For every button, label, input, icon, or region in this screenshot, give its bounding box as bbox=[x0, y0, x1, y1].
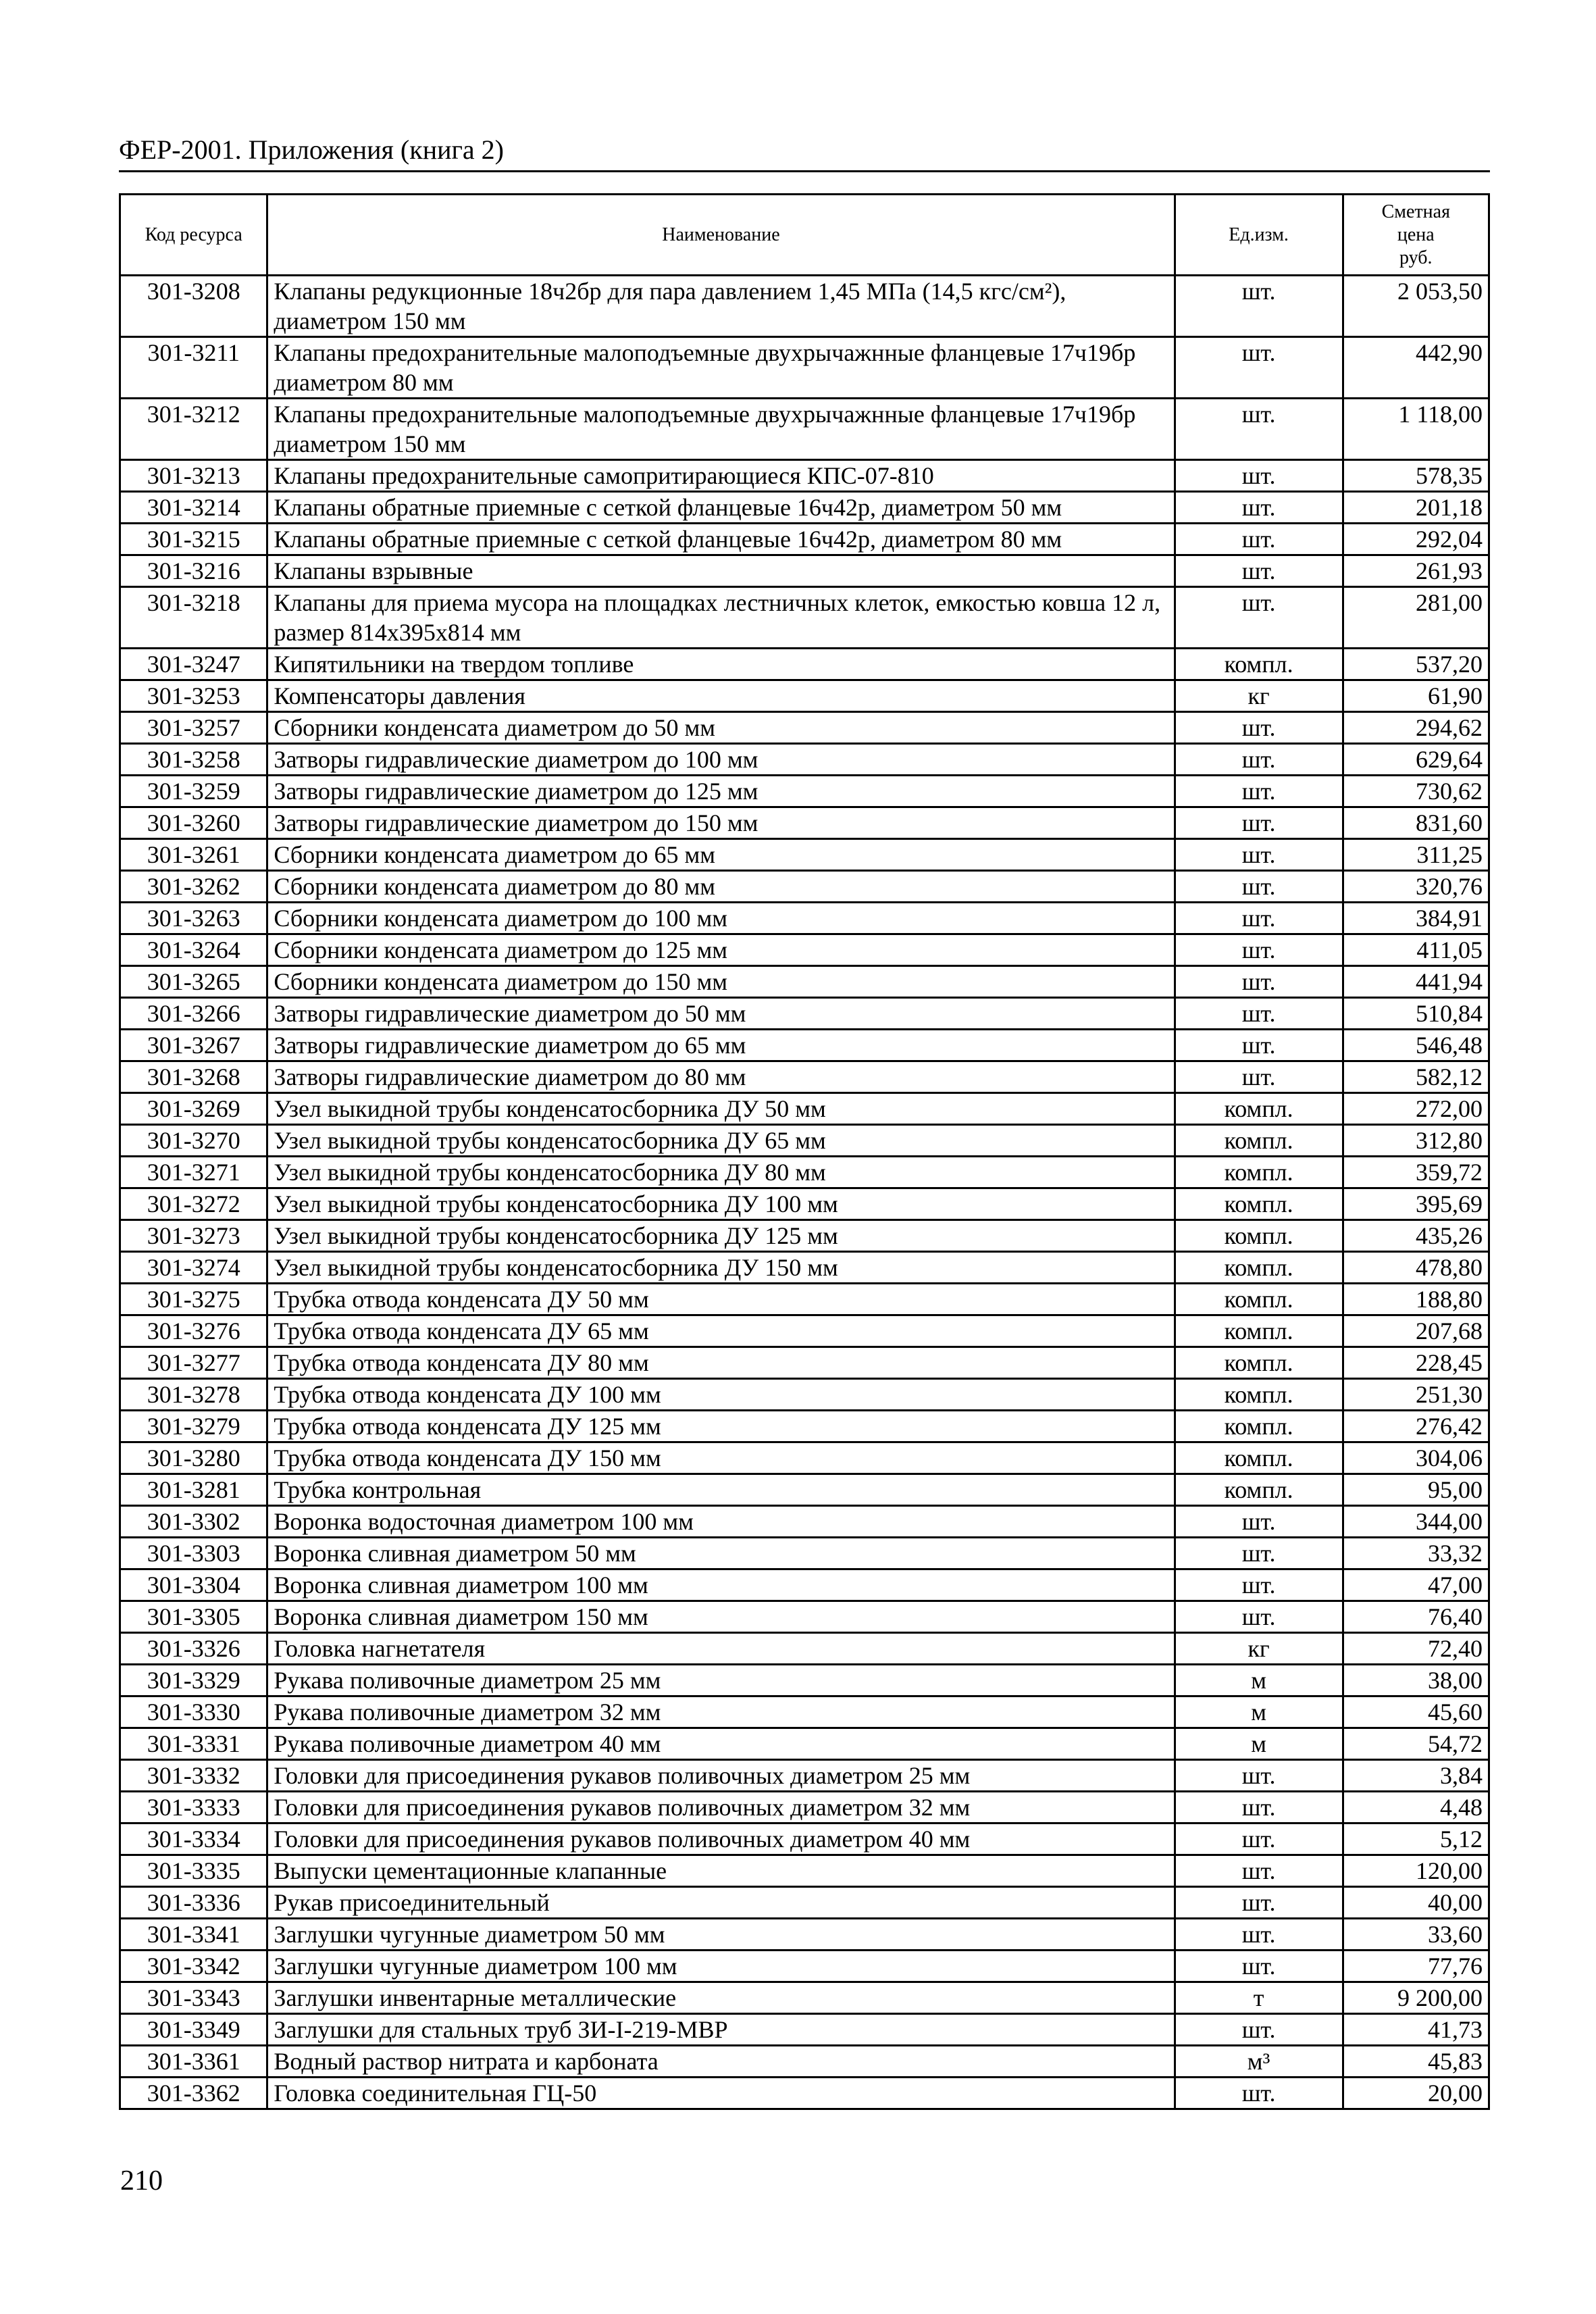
row-price: 384,91 bbox=[1343, 903, 1489, 934]
header-price-line1: Сметная bbox=[1381, 201, 1450, 222]
row-name: Выпуски цементационные клапанные bbox=[267, 1855, 1175, 1887]
table-row bbox=[120, 1411, 1489, 1442]
table-row bbox=[120, 2014, 1489, 2046]
row-unit: шт. bbox=[1175, 1792, 1343, 1823]
table-row bbox=[120, 1061, 1489, 1093]
row-unit: шт. bbox=[1175, 1538, 1343, 1569]
row-name: Затворы гидравлические диаметром до 125 мм bbox=[267, 776, 1175, 807]
row-price: 1 118,00 bbox=[1343, 399, 1489, 460]
row-price: 312,80 bbox=[1343, 1125, 1489, 1157]
row-code: 301-3262 bbox=[120, 871, 267, 903]
row-code: 301-3334 bbox=[120, 1823, 267, 1855]
row-code: 301-3270 bbox=[120, 1125, 267, 1157]
row-unit: компл. bbox=[1175, 1379, 1343, 1411]
table-row bbox=[120, 1220, 1489, 1252]
row-price: 61,90 bbox=[1343, 680, 1489, 712]
row-price: 251,30 bbox=[1343, 1379, 1489, 1411]
row-unit: шт. bbox=[1175, 492, 1343, 524]
row-code: 301-3212 bbox=[120, 399, 267, 460]
row-unit: шт. bbox=[1175, 2078, 1343, 2109]
row-code: 301-3269 bbox=[120, 1093, 267, 1125]
table-row bbox=[120, 1030, 1489, 1061]
row-unit: шт. bbox=[1175, 934, 1343, 966]
row-code: 301-3268 bbox=[120, 1061, 267, 1093]
row-name: Затворы гидравлические диаметром до 50 мм bbox=[267, 998, 1175, 1030]
row-name: Компенсаторы давления bbox=[267, 680, 1175, 712]
row-name: Воронка сливная диаметром 100 мм bbox=[267, 1569, 1175, 1601]
row-price: 72,40 bbox=[1343, 1633, 1489, 1665]
row-unit: шт. bbox=[1175, 1030, 1343, 1061]
row-price: 201,18 bbox=[1343, 492, 1489, 524]
row-unit: шт. bbox=[1175, 1569, 1343, 1601]
row-name: Сборники конденсата диаметром до 65 мм bbox=[267, 839, 1175, 871]
header-unit: Ед.изм. bbox=[1175, 195, 1343, 276]
row-name: Трубка отвода конденсата ДУ 80 мм bbox=[267, 1347, 1175, 1379]
table-row bbox=[120, 1379, 1489, 1411]
row-unit: шт. bbox=[1175, 1919, 1343, 1951]
row-unit: компл. bbox=[1175, 1125, 1343, 1157]
row-price: 33,60 bbox=[1343, 1919, 1489, 1951]
row-unit: шт. bbox=[1175, 871, 1343, 903]
table-row bbox=[120, 337, 1489, 399]
row-code: 301-3349 bbox=[120, 2014, 267, 2046]
row-name: Рукава поливочные диаметром 32 мм bbox=[267, 1696, 1175, 1728]
row-unit: компл. bbox=[1175, 1284, 1343, 1315]
row-code: 301-3361 bbox=[120, 2046, 267, 2078]
row-code: 301-3335 bbox=[120, 1855, 267, 1887]
row-code: 301-3253 bbox=[120, 680, 267, 712]
table-row bbox=[120, 1633, 1489, 1665]
row-name: Головки для присоединения рукавов поливочных диаметром 40 мм bbox=[267, 1823, 1175, 1855]
row-price: 311,25 bbox=[1343, 839, 1489, 871]
table-row bbox=[120, 1792, 1489, 1823]
row-name: Заглушки инвентарные металлические bbox=[267, 1982, 1175, 2014]
row-price: 344,00 bbox=[1343, 1506, 1489, 1538]
row-name: Рукава поливочные диаметром 40 мм bbox=[267, 1728, 1175, 1760]
row-price: 510,84 bbox=[1343, 998, 1489, 1030]
row-unit: шт. bbox=[1175, 1951, 1343, 1982]
row-code: 301-3208 bbox=[120, 276, 267, 337]
row-unit: компл. bbox=[1175, 1188, 1343, 1220]
table-row bbox=[120, 1728, 1489, 1760]
header-name: Наименование bbox=[267, 195, 1175, 276]
row-name: Узел выкидной трубы конденсатосборника ДУ 100 мм bbox=[267, 1188, 1175, 1220]
row-name: Клапаны обратные приемные с сеткой фланцевые 16ч42р, диаметром 80 мм bbox=[267, 524, 1175, 555]
table-row bbox=[120, 1157, 1489, 1188]
row-code: 301-3330 bbox=[120, 1696, 267, 1728]
row-price: 359,72 bbox=[1343, 1157, 1489, 1188]
row-price: 228,45 bbox=[1343, 1347, 1489, 1379]
row-unit: шт. bbox=[1175, 839, 1343, 871]
table-row bbox=[120, 1601, 1489, 1633]
row-name: Клапаны предохранительные самопритирающиеся КПС-07-810 bbox=[267, 460, 1175, 492]
row-code: 301-3259 bbox=[120, 776, 267, 807]
row-price: 582,12 bbox=[1343, 1061, 1489, 1093]
table-row bbox=[120, 712, 1489, 744]
row-code: 301-3279 bbox=[120, 1411, 267, 1442]
row-name: Трубка отвода конденсата ДУ 150 мм bbox=[267, 1442, 1175, 1474]
table-row bbox=[120, 399, 1489, 460]
row-unit: компл. bbox=[1175, 1157, 1343, 1188]
table-row bbox=[120, 1982, 1489, 2014]
row-code: 301-3329 bbox=[120, 1665, 267, 1696]
row-name: Заглушки чугунные диаметром 50 мм bbox=[267, 1919, 1175, 1951]
price-table bbox=[119, 193, 1490, 2110]
row-unit: шт. bbox=[1175, 1601, 1343, 1633]
row-price: 629,64 bbox=[1343, 744, 1489, 776]
row-name: Клапаны предохранительные малоподъемные двухрычажнные фланцевые 17ч19бр диаметром 150 мм bbox=[267, 399, 1175, 460]
row-price: 5,12 bbox=[1343, 1823, 1489, 1855]
row-code: 301-3267 bbox=[120, 1030, 267, 1061]
row-name: Клапаны редукционные 18ч2бр для пара давлением 1,45 МПа (14,5 кгс/см²), диаметром 150 мм bbox=[267, 276, 1175, 337]
table-row bbox=[120, 524, 1489, 555]
row-price: 276,42 bbox=[1343, 1411, 1489, 1442]
row-code: 301-3265 bbox=[120, 966, 267, 998]
row-price: 33,32 bbox=[1343, 1538, 1489, 1569]
row-name: Трубка отвода конденсата ДУ 65 мм bbox=[267, 1315, 1175, 1347]
row-code: 301-3214 bbox=[120, 492, 267, 524]
row-price: 40,00 bbox=[1343, 1887, 1489, 1919]
row-price: 261,93 bbox=[1343, 555, 1489, 587]
table-row bbox=[120, 1823, 1489, 1855]
row-unit: шт. bbox=[1175, 998, 1343, 1030]
row-code: 301-3273 bbox=[120, 1220, 267, 1252]
row-price: 435,26 bbox=[1343, 1220, 1489, 1252]
table-row bbox=[120, 1093, 1489, 1125]
row-name: Затворы гидравлические диаметром до 100 мм bbox=[267, 744, 1175, 776]
row-unit: шт. bbox=[1175, 1855, 1343, 1887]
row-name: Узел выкидной трубы конденсатосборника ДУ 65 мм bbox=[267, 1125, 1175, 1157]
table-row bbox=[120, 903, 1489, 934]
row-unit: шт. bbox=[1175, 524, 1343, 555]
row-code: 301-3247 bbox=[120, 649, 267, 680]
row-name: Головки для присоединения рукавов поливочных диаметром 25 мм bbox=[267, 1760, 1175, 1792]
table-row bbox=[120, 1474, 1489, 1506]
row-name: Заглушки для стальных труб ЗИ-I-219-МВР bbox=[267, 2014, 1175, 2046]
row-code: 301-3341 bbox=[120, 1919, 267, 1951]
row-code: 301-3257 bbox=[120, 712, 267, 744]
row-name: Головки для присоединения рукавов поливочных диаметром 32 мм bbox=[267, 1792, 1175, 1823]
row-code: 301-3211 bbox=[120, 337, 267, 399]
row-unit: компл. bbox=[1175, 649, 1343, 680]
row-name: Трубка контрольная bbox=[267, 1474, 1175, 1506]
row-code: 301-3278 bbox=[120, 1379, 267, 1411]
row-code: 301-3305 bbox=[120, 1601, 267, 1633]
table-row bbox=[120, 1951, 1489, 1982]
table-row bbox=[120, 1252, 1489, 1284]
row-code: 301-3326 bbox=[120, 1633, 267, 1665]
row-code: 301-3343 bbox=[120, 1982, 267, 2014]
row-unit: шт. bbox=[1175, 776, 1343, 807]
row-name: Сборники конденсата диаметром до 150 мм bbox=[267, 966, 1175, 998]
row-name: Узел выкидной трубы конденсатосборника ДУ 150 мм bbox=[267, 1252, 1175, 1284]
row-unit: шт. bbox=[1175, 966, 1343, 998]
row-price: 411,05 bbox=[1343, 934, 1489, 966]
row-name: Клапаны обратные приемные с сеткой фланцевые 16ч42р, диаметром 50 мм bbox=[267, 492, 1175, 524]
row-code: 301-3272 bbox=[120, 1188, 267, 1220]
table-row bbox=[120, 649, 1489, 680]
row-price: 441,94 bbox=[1343, 966, 1489, 998]
row-name: Сборники конденсата диаметром до 125 мм bbox=[267, 934, 1175, 966]
row-name: Рукав присоединительный bbox=[267, 1887, 1175, 1919]
table-row bbox=[120, 680, 1489, 712]
table-row bbox=[120, 871, 1489, 903]
table-row bbox=[120, 934, 1489, 966]
table-row bbox=[120, 276, 1489, 337]
row-code: 301-3342 bbox=[120, 1951, 267, 1982]
row-unit: шт. bbox=[1175, 1061, 1343, 1093]
row-price: 478,80 bbox=[1343, 1252, 1489, 1284]
row-unit: компл. bbox=[1175, 1315, 1343, 1347]
row-code: 301-3260 bbox=[120, 807, 267, 839]
row-name: Сборники конденсата диаметром до 50 мм bbox=[267, 712, 1175, 744]
row-code: 301-3274 bbox=[120, 1252, 267, 1284]
table-row bbox=[120, 1347, 1489, 1379]
row-unit: шт. bbox=[1175, 1887, 1343, 1919]
row-name: Трубка отвода конденсата ДУ 100 мм bbox=[267, 1379, 1175, 1411]
row-code: 301-3275 bbox=[120, 1284, 267, 1315]
row-code: 301-3216 bbox=[120, 555, 267, 587]
row-price: 38,00 bbox=[1343, 1665, 1489, 1696]
row-unit: шт. bbox=[1175, 399, 1343, 460]
row-code: 301-3258 bbox=[120, 744, 267, 776]
row-unit: компл. bbox=[1175, 1093, 1343, 1125]
row-name: Затворы гидравлические диаметром до 65 мм bbox=[267, 1030, 1175, 1061]
row-code: 301-3331 bbox=[120, 1728, 267, 1760]
row-price: 45,60 bbox=[1343, 1696, 1489, 1728]
row-name: Рукава поливочные диаметром 25 мм bbox=[267, 1665, 1175, 1696]
table-row bbox=[120, 1442, 1489, 1474]
row-unit: компл. bbox=[1175, 1474, 1343, 1506]
row-price: 546,48 bbox=[1343, 1030, 1489, 1061]
row-unit: компл. bbox=[1175, 1347, 1343, 1379]
row-name: Затворы гидравлические диаметром до 80 мм bbox=[267, 1061, 1175, 1093]
row-unit: шт. bbox=[1175, 555, 1343, 587]
row-code: 301-3213 bbox=[120, 460, 267, 492]
table-header bbox=[120, 195, 1489, 276]
row-code: 301-3218 bbox=[120, 587, 267, 649]
page-number: 210 bbox=[120, 2165, 163, 2196]
header-price-line2: цена bbox=[1397, 224, 1435, 245]
row-code: 301-3263 bbox=[120, 903, 267, 934]
row-unit: кг bbox=[1175, 1633, 1343, 1665]
row-unit: шт. bbox=[1175, 460, 1343, 492]
table-row bbox=[120, 744, 1489, 776]
row-code: 301-3266 bbox=[120, 998, 267, 1030]
row-price: 395,69 bbox=[1343, 1188, 1489, 1220]
row-unit: м bbox=[1175, 1728, 1343, 1760]
row-price: 41,73 bbox=[1343, 2014, 1489, 2046]
row-price: 578,35 bbox=[1343, 460, 1489, 492]
row-unit: шт. bbox=[1175, 587, 1343, 649]
row-price: 294,62 bbox=[1343, 712, 1489, 744]
row-price: 207,68 bbox=[1343, 1315, 1489, 1347]
row-price: 272,00 bbox=[1343, 1093, 1489, 1125]
row-unit: шт. bbox=[1175, 1760, 1343, 1792]
row-price: 2 053,50 bbox=[1343, 276, 1489, 337]
row-unit: шт. bbox=[1175, 276, 1343, 337]
row-name: Воронка водосточная диаметром 100 мм bbox=[267, 1506, 1175, 1538]
row-name: Головка нагнетателя bbox=[267, 1633, 1175, 1665]
row-price: 47,00 bbox=[1343, 1569, 1489, 1601]
row-code: 301-3333 bbox=[120, 1792, 267, 1823]
row-unit: компл. bbox=[1175, 1442, 1343, 1474]
row-price: 831,60 bbox=[1343, 807, 1489, 839]
row-name: Узел выкидной трубы конденсатосборника ДУ 125 мм bbox=[267, 1220, 1175, 1252]
table-body bbox=[120, 276, 1489, 2109]
row-price: 442,90 bbox=[1343, 337, 1489, 399]
table-row bbox=[120, 1284, 1489, 1315]
row-price: 9 200,00 bbox=[1343, 1982, 1489, 2014]
row-unit: шт. bbox=[1175, 744, 1343, 776]
row-name: Воронка сливная диаметром 50 мм bbox=[267, 1538, 1175, 1569]
row-price: 77,76 bbox=[1343, 1951, 1489, 1982]
row-name: Клапаны для приема мусора на площадках лестничных клеток, емкостью ковша 12 л, размер 814x395x814 мм bbox=[267, 587, 1175, 649]
header-price-line3: руб. bbox=[1399, 247, 1433, 268]
page-title: ФЕР-2001. Приложения (книга 2) bbox=[119, 134, 504, 165]
table-row bbox=[120, 587, 1489, 649]
table-row bbox=[120, 1506, 1489, 1538]
row-unit: т bbox=[1175, 1982, 1343, 2014]
row-code: 301-3271 bbox=[120, 1157, 267, 1188]
table-row bbox=[120, 1919, 1489, 1951]
row-unit: компл. bbox=[1175, 1252, 1343, 1284]
row-unit: шт. bbox=[1175, 1506, 1343, 1538]
row-unit: шт. bbox=[1175, 712, 1343, 744]
row-price: 95,00 bbox=[1343, 1474, 1489, 1506]
row-code: 301-3264 bbox=[120, 934, 267, 966]
row-code: 301-3280 bbox=[120, 1442, 267, 1474]
table-row bbox=[120, 966, 1489, 998]
row-code: 301-3303 bbox=[120, 1538, 267, 1569]
row-code: 301-3332 bbox=[120, 1760, 267, 1792]
table-row bbox=[120, 1315, 1489, 1347]
row-price: 45,83 bbox=[1343, 2046, 1489, 2078]
header-divider bbox=[119, 170, 1490, 172]
row-price: 120,00 bbox=[1343, 1855, 1489, 1887]
row-unit: м bbox=[1175, 1665, 1343, 1696]
row-price: 20,00 bbox=[1343, 2078, 1489, 2109]
row-code: 301-3362 bbox=[120, 2078, 267, 2109]
table-row bbox=[120, 2078, 1489, 2109]
row-unit: м bbox=[1175, 1696, 1343, 1728]
row-unit: компл. bbox=[1175, 1220, 1343, 1252]
table-row bbox=[120, 1855, 1489, 1887]
row-price: 281,00 bbox=[1343, 587, 1489, 649]
table-row bbox=[120, 998, 1489, 1030]
row-name: Сборники конденсата диаметром до 100 мм bbox=[267, 903, 1175, 934]
row-code: 301-3215 bbox=[120, 524, 267, 555]
row-price: 54,72 bbox=[1343, 1728, 1489, 1760]
header-code: Код ресурса bbox=[120, 195, 267, 276]
row-price: 730,62 bbox=[1343, 776, 1489, 807]
table-row bbox=[120, 776, 1489, 807]
row-price: 292,04 bbox=[1343, 524, 1489, 555]
table-row bbox=[120, 1887, 1489, 1919]
row-name: Трубка отвода конденсата ДУ 50 мм bbox=[267, 1284, 1175, 1315]
row-name: Затворы гидравлические диаметром до 150 мм bbox=[267, 807, 1175, 839]
row-name: Узел выкидной трубы конденсатосборника ДУ 80 мм bbox=[267, 1157, 1175, 1188]
row-unit: кг bbox=[1175, 680, 1343, 712]
row-price: 76,40 bbox=[1343, 1601, 1489, 1633]
row-name: Сборники конденсата диаметром до 80 мм bbox=[267, 871, 1175, 903]
row-name: Водный раствор нитрата и карбоната bbox=[267, 2046, 1175, 2078]
row-price: 188,80 bbox=[1343, 1284, 1489, 1315]
row-price: 3,84 bbox=[1343, 1760, 1489, 1792]
row-unit: шт. bbox=[1175, 1823, 1343, 1855]
table-row bbox=[120, 807, 1489, 839]
table-row bbox=[120, 492, 1489, 524]
row-unit: компл. bbox=[1175, 1411, 1343, 1442]
table-row bbox=[120, 460, 1489, 492]
row-code: 301-3304 bbox=[120, 1569, 267, 1601]
table-row bbox=[120, 1125, 1489, 1157]
row-unit: шт. bbox=[1175, 903, 1343, 934]
row-code: 301-3277 bbox=[120, 1347, 267, 1379]
row-unit: шт. bbox=[1175, 2014, 1343, 2046]
table-row bbox=[120, 1760, 1489, 1792]
header-price bbox=[1343, 195, 1489, 276]
row-code: 301-3336 bbox=[120, 1887, 267, 1919]
table-row bbox=[120, 1696, 1489, 1728]
row-unit: м³ bbox=[1175, 2046, 1343, 2078]
row-name: Клапаны взрывные bbox=[267, 555, 1175, 587]
table-row bbox=[120, 555, 1489, 587]
table-row bbox=[120, 839, 1489, 871]
row-price: 304,06 bbox=[1343, 1442, 1489, 1474]
row-code: 301-3281 bbox=[120, 1474, 267, 1506]
row-unit: шт. bbox=[1175, 807, 1343, 839]
row-code: 301-3261 bbox=[120, 839, 267, 871]
row-name: Клапаны предохранительные малоподъемные двухрычажнные фланцевые 17ч19бр диаметром 80 мм bbox=[267, 337, 1175, 399]
table-row bbox=[120, 1665, 1489, 1696]
row-name: Кипятильники на твердом топливе bbox=[267, 649, 1175, 680]
row-name: Узел выкидной трубы конденсатосборника ДУ 50 мм bbox=[267, 1093, 1175, 1125]
table-row bbox=[120, 1188, 1489, 1220]
table-row bbox=[120, 1538, 1489, 1569]
row-name: Заглушки чугунные диаметром 100 мм bbox=[267, 1951, 1175, 1982]
table-row bbox=[120, 2046, 1489, 2078]
row-code: 301-3276 bbox=[120, 1315, 267, 1347]
row-price: 537,20 bbox=[1343, 649, 1489, 680]
row-unit: шт. bbox=[1175, 337, 1343, 399]
table-row bbox=[120, 1569, 1489, 1601]
row-price: 4,48 bbox=[1343, 1792, 1489, 1823]
row-name: Воронка сливная диаметром 150 мм bbox=[267, 1601, 1175, 1633]
row-price: 320,76 bbox=[1343, 871, 1489, 903]
row-code: 301-3302 bbox=[120, 1506, 267, 1538]
row-name: Трубка отвода конденсата ДУ 125 мм bbox=[267, 1411, 1175, 1442]
row-name: Головка соединительная ГЦ-50 bbox=[267, 2078, 1175, 2109]
